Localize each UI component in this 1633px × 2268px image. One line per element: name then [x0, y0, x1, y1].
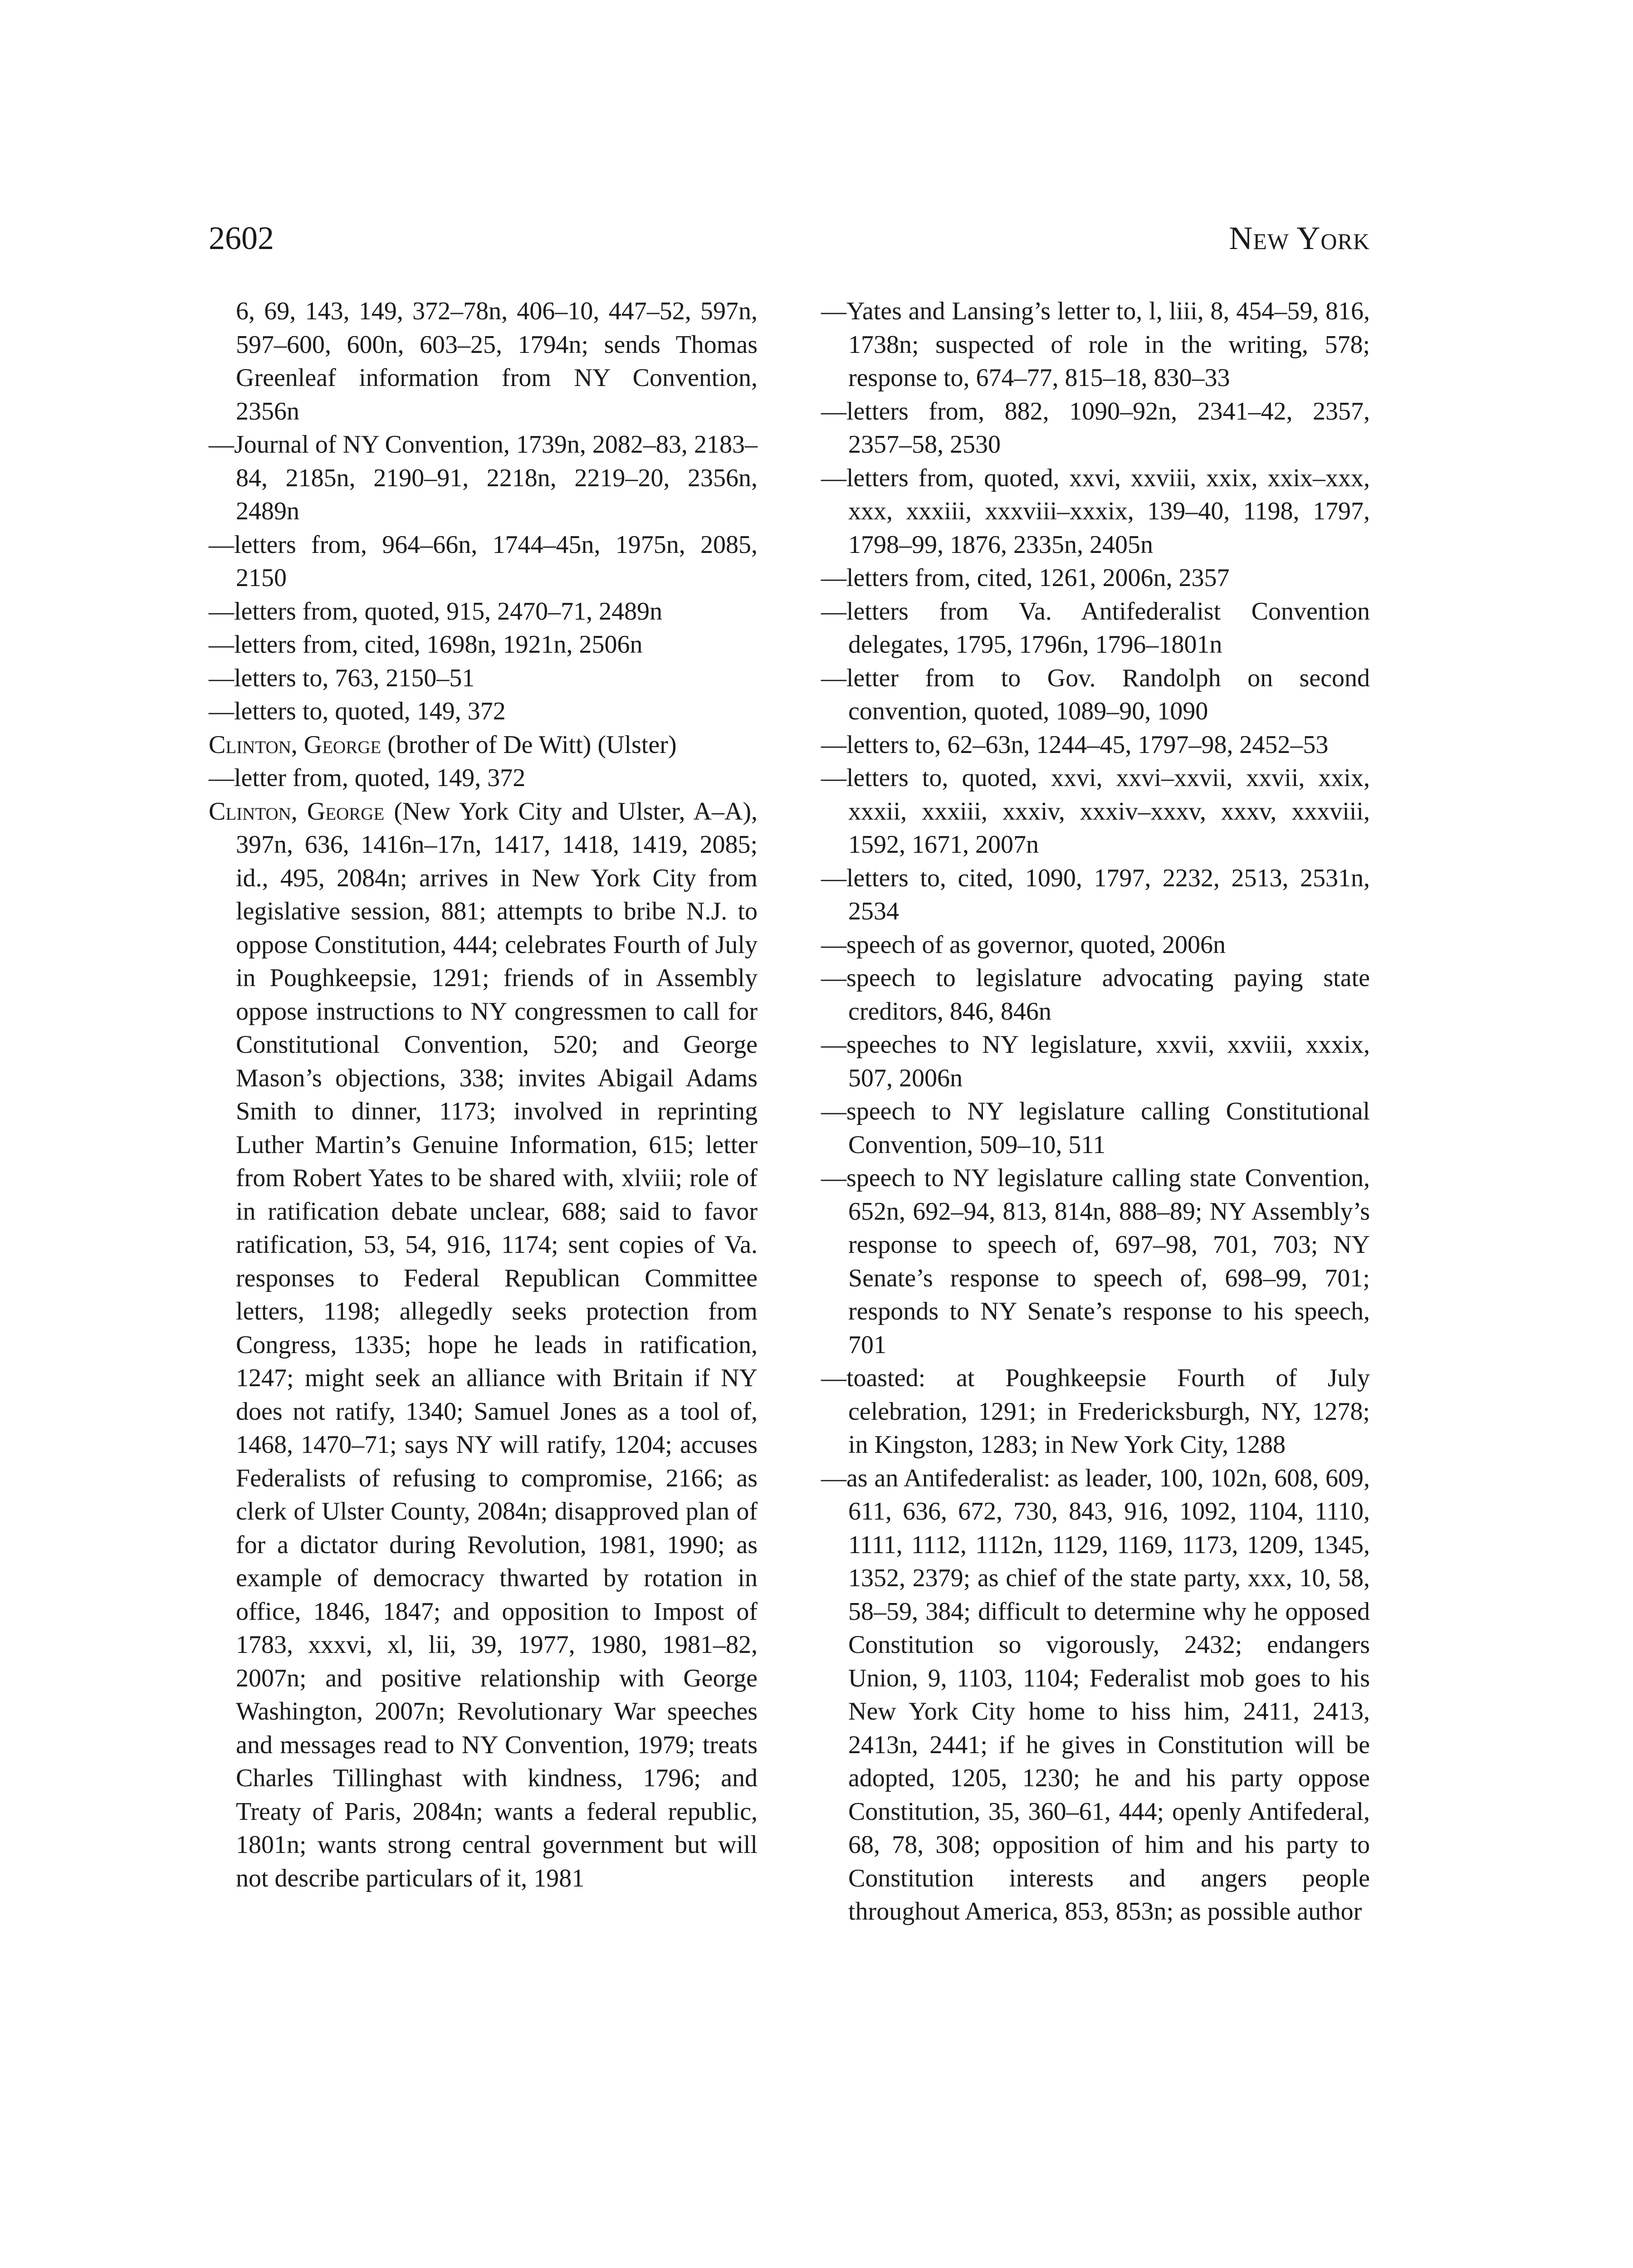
- index-entry-text: —letters from Va. Antifederalist Convention delegates, 1795, 1796n, 1796–1801n: [821, 597, 1370, 659]
- index-entry-text: —letter from to Gov. Randolph on second convention, quoted, 1089–90, 1090: [821, 664, 1370, 725]
- index-subentry: [821, 862, 1370, 929]
- index-entry-text: —speech to NY legislature calling state Convention, 652n, 692–94, 813, 814n, 888–89; NY Assembly’s response to speech of, 697–98, 701, 703; NY Senate’s response to speech of, 698–99, 701; responds to NY Senate’s response to his speech, 701: [821, 1164, 1370, 1359]
- index-column-left: [209, 295, 758, 1895]
- index-subentry: [821, 728, 1370, 762]
- index-subentry: [821, 662, 1370, 728]
- index-entry-text: —letters to, cited, 1090, 1797, 2232, 2513, 2531n, 2534: [821, 864, 1370, 925]
- index-entry-text: —Journal of NY Convention, 1739n, 2082–83, 2183–84, 2185n, 2190–91, 2218n, 2219–20, 2356n, 2489n: [209, 430, 758, 525]
- index-column-right: [821, 295, 1370, 1929]
- index-entry-text: —letters from, 882, 1090–92n, 2341–42, 2357, 2357–58, 2530: [821, 397, 1370, 459]
- index-subentry: [209, 595, 758, 629]
- index-entry-text: —letters from, quoted, 915, 2470–71, 2489n: [209, 597, 663, 626]
- running-head: [209, 213, 1370, 263]
- index-entry-text: —letters to, 763, 2150–51: [209, 664, 475, 692]
- index-entry-text: —letters to, quoted, xxvi, xxvi–xxvii, xxvii, xxix, xxxii, xxxiii, xxxiv, xxxiv–xxxv, xxxv, xxxviii, 1592, 1671, 2007n: [821, 764, 1370, 859]
- index-subentry: [821, 562, 1370, 595]
- index-subentry: [209, 528, 758, 595]
- index-subentry: [821, 462, 1370, 562]
- index-entry-text: —letters to, quoted, 149, 372: [209, 697, 506, 725]
- index-subentry: [821, 1362, 1370, 1462]
- index-subentry: [821, 1028, 1370, 1095]
- index-heading-entry: [209, 728, 758, 762]
- index-entry-text: (brother of De Witt) (Ulster): [381, 730, 677, 759]
- index-subentry: [821, 762, 1370, 862]
- index-entry-text: —as an Antifederalist: as leader, 100, 102n, 608, 609, 611, 636, 672, 730, 843, 916, 1092, 1104, 1110, 1111, 1112, 1112n, 1129, 1169, 1173, 1209, 1345, 1352, 2379; as chief of the state party, xxx, 10, 58, 58–59, 384; difficult to determine why he opposed Constitution so vigorously, 2432; endangers Union, 9, 1103, 1104; Federalist mob goes to his New York City home to hiss him, 2411, 2413, 2413n, 2441; if he gives in Constitution will be adopted, 1205, 1230; he and his party oppose Constitution, 35, 360–61, 444; openly Antifederal, 68, 78, 308; opposition of him and his party to Constitution interests and angers people throughout America, 853, 853n; as possible author: [821, 1464, 1370, 1926]
- page-number: 2602: [209, 220, 274, 256]
- index-heading-entry: [209, 795, 758, 1896]
- index-subentry: [209, 695, 758, 728]
- index-subentry: [209, 762, 758, 795]
- index-entry-continuation: [209, 295, 758, 428]
- running-title: New York: [1229, 220, 1370, 256]
- index-entry-text: —letters to, 62–63n, 1244–45, 1797–98, 2452–53: [821, 730, 1329, 759]
- index-subentry: [821, 1095, 1370, 1162]
- index-heading-name: Clinton, George: [209, 730, 381, 759]
- index-entry-text: —toasted: at Poughkeepsie Fourth of July celebration, 1291; in Fredericksburgh, NY, 1278; in Kingston, 1283; in New York City, 1288: [821, 1364, 1370, 1459]
- index-subentry: [209, 628, 758, 662]
- index-entry-text: —Yates and Lansing’s letter to, l, liii, 8, 454–59, 816, 1738n; suspected of role in the writing, 578; response to, 674–77, 815–18, 830–33: [821, 297, 1370, 392]
- index-entry-text: —speeches to NY legislature, xxvii, xxviii, xxxix, 507, 2006n: [821, 1031, 1370, 1092]
- index-subentry: [821, 295, 1370, 395]
- index-entry-text: —speech of as governor, quoted, 2006n: [821, 930, 1226, 959]
- index-subentry: [821, 929, 1370, 962]
- index-entry-text: —letters from, cited, 1261, 2006n, 2357: [821, 564, 1230, 592]
- index-entry-text: —letters from, 964–66n, 1744–45n, 1975n, 2085, 2150: [209, 530, 758, 592]
- index-entry-text: —letters from, quoted, xxvi, xxviii, xxix, xxix–xxx, xxx, xxxiii, xxxviii–xxxix, 139–40, 1198, 1797, 1798–99, 1876, 2335n, 2405n: [821, 464, 1370, 559]
- index-entry-text: —letter from, quoted, 149, 372: [209, 764, 526, 792]
- index-subentry: [821, 595, 1370, 662]
- index-entry-text: —speech to legislature advocating paying state creditors, 846, 846n: [821, 964, 1370, 1026]
- index-entry-text: —speech to NY legislature calling Constitutional Convention, 509–10, 511: [821, 1097, 1370, 1159]
- index-subentry: [821, 1462, 1370, 1929]
- index-subentry: [821, 1162, 1370, 1362]
- index-subentry: [209, 428, 758, 528]
- index-heading-name: Clinton, George: [209, 797, 385, 826]
- index-entry-text: —letters from, cited, 1698n, 1921n, 2506n: [209, 631, 643, 659]
- index-subentry: [821, 395, 1370, 462]
- index-subentry: [821, 962, 1370, 1028]
- index-entry-text: 6, 69, 143, 149, 372–78n, 406–10, 447–52, 597n, 597–600, 600n, 603–25, 1794n; sends Thomas Greenleaf information from NY Convention, 2356n: [236, 297, 758, 425]
- index-subentry: [209, 662, 758, 695]
- index-entry-text: (New York City and Ulster, A–A), 397n, 636, 1416n–17n, 1417, 1418, 1419, 2085; id., 495, 2084n; arrives in New York City from legislative session, 881; attempts to bribe N.J. to oppose Constitution, 444; celebrates Fourth of July in Poughkeepsie, 1291; friends of in Assembly oppose instructions to NY congressmen to call for Constitutional Convention, 520; and George Mason’s objections, 338; invites Abigail Adams Smith to dinner, 1173; involved in reprinting Luther Martin’s Genuine Information, 615; letter from Robert Yates to be shared with, xlviii; role of in ratification debate unclear, 688; said to favor ratification, 53, 54, 916, 1174; sent copies of Va. responses to Federal Republican Committee letters, 1198; allegedly seeks protection from Congress, 1335; hope he leads in ratification, 1247; might seek an alliance with Britain if NY does not ratify, 1340; Samuel Jones as a tool of, 1468, 1470–71; says NY will ratify, 1204; accuses Federalists of refusing to compromise, 2166; as clerk of Ulster County, 2084n; disapproved plan of for a dictator during Revolution, 1981, 1990; as example of democracy thwarted by rotation in office, 1846, 1847; and opposition to Impost of 1783, xxxvi, xl, lii, 39, 1977, 1980, 1981–82, 2007n; and positive relationship with George Washington, 2007n; Revolutionary War speeches and messages read to NY Convention, 1979; treats Charles Tillinghast with kindness, 1796; and Treaty of Paris, 2084n; wants a federal republic, 1801n; wants strong central government but will not describe particulars of it, 1981: [236, 797, 758, 1892]
